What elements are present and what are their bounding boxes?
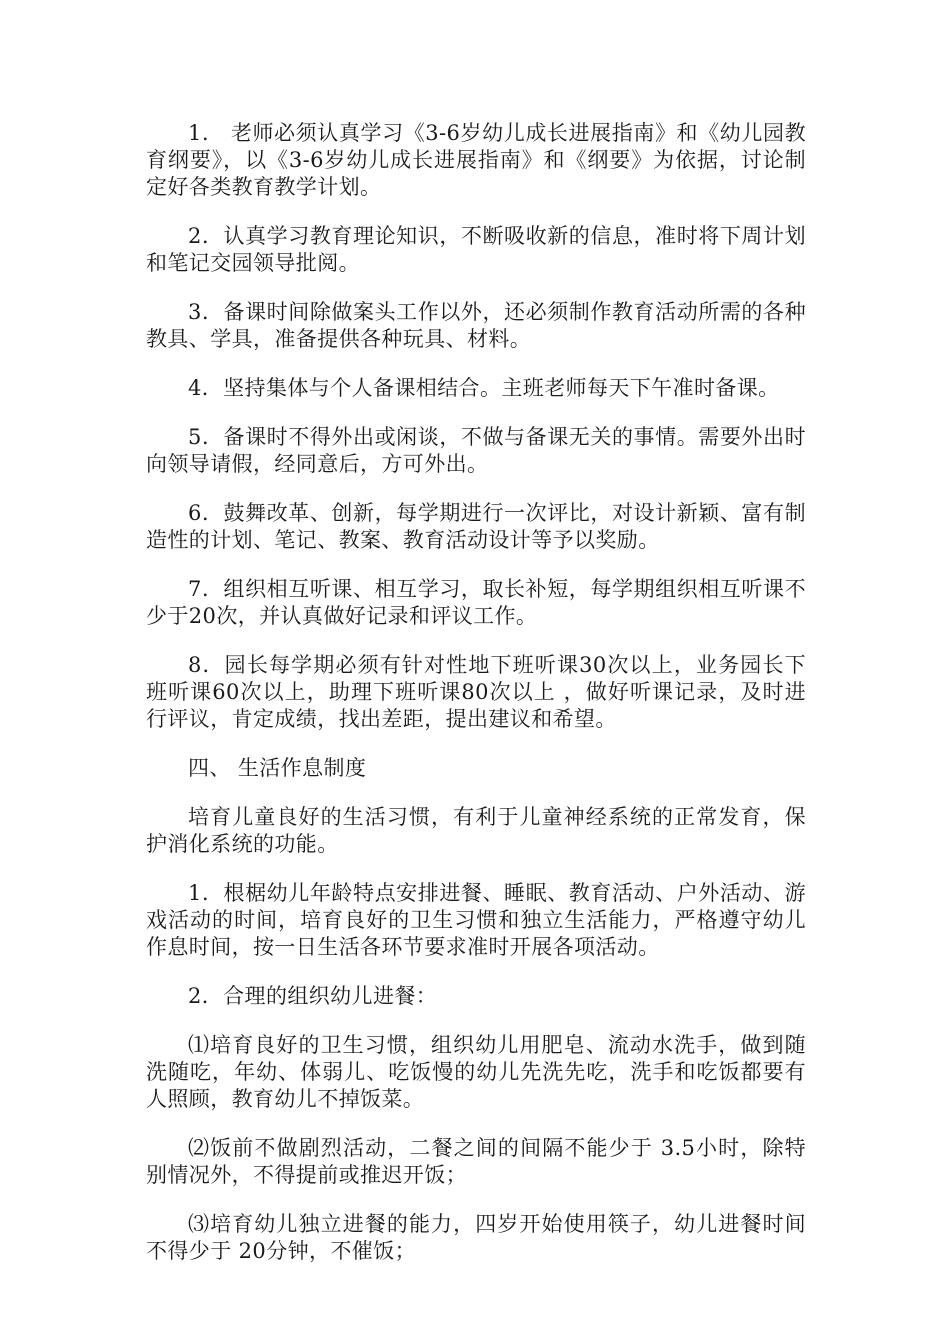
paragraph-3: 3．备课时间除做案头工作以外，还必须制作教育活动所需的各种教具、学具，准备提供各种玩具、材料。	[146, 300, 806, 351]
paragraph-meal-2: ⑵饭前不做剧烈活动，二餐之间的间隔不能少于 3.5小时，除特别情况外，不得提前或推迟开饭；	[146, 1136, 806, 1187]
document-body	[146, 120, 806, 1287]
paragraph-5: 5．备课时不得外出或闲谈，不做与备课无关的事情。需要外出时向领导请假，经同意后，方可外出。	[146, 425, 806, 476]
paragraph-1: 1． 老师必须认真学习《3-6岁幼儿成长进展指南》和《幼儿园教育纲要》，以《3-6岁幼儿成长进展指南》和《纲要》为依据，讨论制定好各类教育教学计划。	[146, 121, 806, 199]
paragraph-7: 7．组织相互听课、相互学习，取长补短，每学期组织相互听课不少于20次，并认真做好记录和评议工作。	[146, 577, 806, 628]
paragraph-2: 2．认真学习教育理论知识，不断吸收新的信息，准时将下周计划和笔记交园领导批阅。	[146, 224, 806, 275]
paragraph-8: 8．园长每学期必须有针对性地下班听课30次以上，业务园长下班听课60次以上，助理下班听课80次以上 ，做好听课记录，及时进行评议，肯定成绩，找出差距，提出建议和希望。	[146, 653, 806, 731]
paragraph-meal-1: ⑴培育良好的卫生习惯，组织幼儿用肥皂、流动水洗手，做到随洗随吃，年幼、体弱儿、吃饭慢的幼儿先洗先吃，洗手和吃饭都要有人照顾，教育幼儿不掉饭菜。	[146, 1033, 806, 1111]
section-intro: 培育儿童良好的生活习惯，有利于儿童神经系统的正常发育，保护消化系统的功能。	[146, 805, 806, 856]
paragraph-6: 6．鼓舞改革、创新，每学期进行一次评比，对设计新颖、富有制造性的计划、笔记、教案、教育活动设计等予以奖励。	[146, 501, 806, 552]
paragraph-schedule-2: 2．合理的组织幼儿进餐：	[188, 984, 438, 1008]
section-heading: 四、 生活作息制度	[188, 756, 367, 780]
paragraph-schedule-1: 1．根椐幼儿年龄特点安排进餐、睡眠、教育活动、户外活动、游戏活动的时间，培育良好的卫生习惯和独立生活能力，严格遵守幼儿作息时间，按一日生活各环节要求准时开展各项活动。	[146, 881, 806, 959]
paragraph-4: 4．坚持集体与个人备课相结合。主班老师每天下午准时备课。	[188, 376, 780, 400]
paragraph-meal-3: ⑶培育幼儿独立进餐的能力，四岁开始使用筷子，幼儿进餐时间不得少于 20分钟，不催饭；	[146, 1212, 806, 1263]
